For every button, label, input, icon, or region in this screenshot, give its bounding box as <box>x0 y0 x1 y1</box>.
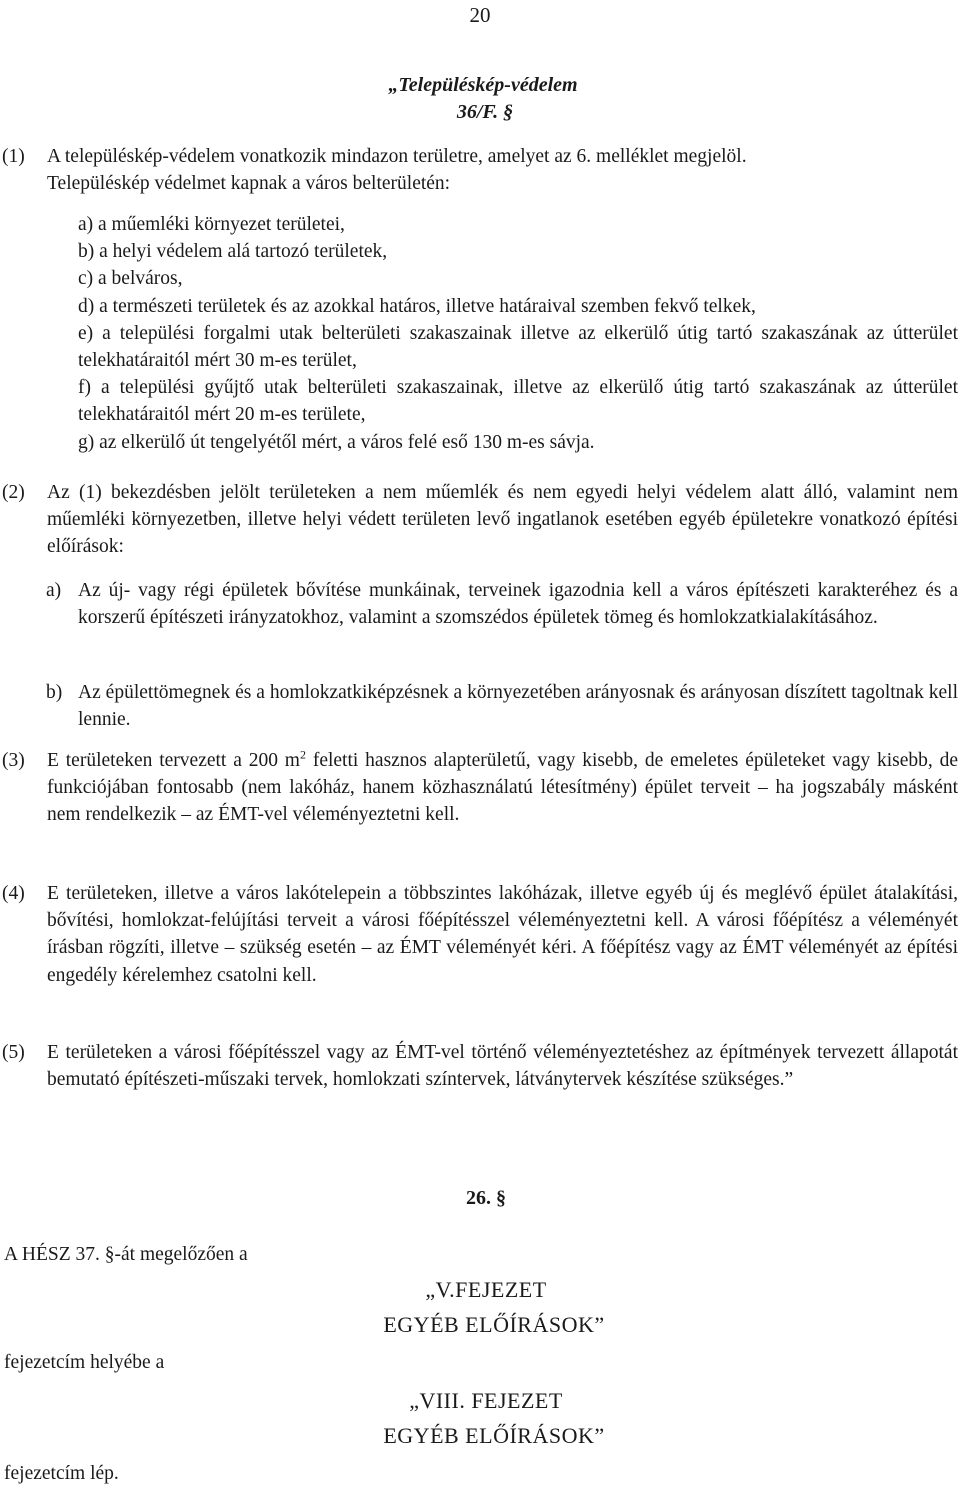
subpoint-a <box>46 577 958 631</box>
list-item: f) a települési gyűjtő utak belterületi szakaszainak, illetve az elkerülő útig tartó szakaszának az útterület telekhatáraitól mért 20 m-es területe, <box>78 377 958 426</box>
section-title: „Településkép-védelem <box>388 74 578 96</box>
subpoint-b <box>46 679 958 733</box>
paragraph-2 <box>2 479 958 561</box>
amendment-note: fejezetcím helyébe a <box>4 1352 165 1373</box>
paragraph-3 <box>2 747 959 829</box>
paragraph-5 <box>2 1039 958 1093</box>
section-number: 36/F. § <box>456 101 514 123</box>
paragraph-text: Az (1) bekezdésben jelölt területeken a nem műemlék és nem egyedi helyi védelem alatt álló, valamint nem műemléki környezetben, illetve helyi védett területen levő ingatlanok esetében egyéb épületekre vonatkozó építési előírások: <box>47 482 958 558</box>
subpoint-label: a) <box>46 580 62 601</box>
paragraph-number: (2) <box>2 482 25 503</box>
list-item: g) az elkerülő út tengelyétől mért, a város felé eső 130 m-es sávja. <box>78 431 595 453</box>
new-chapter-subtitle: EGYÉB ELŐÍRÁSOK” <box>383 1423 605 1448</box>
paragraph-text: E területeken, illetve a város lakótelepein a többszintes lakóházak, illetve egyéb új és meglévő épület átalakítási, bővítési, homlokzat-felújítási terveit a városi főépítésszel véleményeztetni kell. A városi főépítész a véleményét írásban rögzíti, illetve – szükség esetén – az ÉMT véleményét kéri. A főépítész vagy az ÉMT véleményét az építési engedély kérelemhez csatolni kell. <box>47 883 958 986</box>
paragraph-number: (5) <box>2 1042 25 1063</box>
paragraph-4 <box>2 880 958 989</box>
paragraph-number: (1) <box>2 146 25 167</box>
amendment-note: A HÉSZ 37. §-át megelőzően a <box>4 1244 248 1265</box>
paragraph-text: A településkép-védelem vonatkozik mindazon területre, amelyet az 6. melléklet megjelöl. <box>47 146 747 167</box>
paragraph-text: E területeken a városi főépítésszel vagy az ÉMT-vel történő véleményeztetéshez az építmények tervezett állapotát bemutató építészeti-műszaki tervek, homlokzati színtervek, látványtervek készítése szükséges.” <box>47 1042 958 1091</box>
paragraph-number: (4) <box>2 883 25 904</box>
paragraph-text: feletti hasznos alapterületű, vagy kisebb, de emeletes épületeket vagy kisebb, de funkciójában fontosabb (nem lakóház, hanem közhasználatú létesítmény) épület terveit – ha jogszabály másként nem rendelkezik – az ÉMT-vel véleményeztetni kell. <box>47 750 959 826</box>
subpoint-text: Az épülettömegnek és a homlokzatkiképzésnek a környezetében arányosnak és arányosan díszített tagoltnak kell lennie. <box>78 682 958 731</box>
list-item: a) a műemléki környezet területei, <box>78 214 345 235</box>
list-item: e) a települési forgalmi utak belterületi szakaszainak illetve az elkerülő útig tartó szakaszának az útterület telekhatáraitól mért 30 m-es terület, <box>78 322 958 372</box>
paragraph-text: E területeken tervezett a 200 m <box>47 750 300 771</box>
new-chapter-title: „VIII. FEJEZET <box>409 1388 563 1413</box>
list-item: c) a belváros, <box>78 268 183 290</box>
list-item: b) a helyi védelem alá tartozó területek, <box>78 241 388 263</box>
list-item: d) a természeti területek és az azokkal határos, illetve határaival szemben fekvő telkek, <box>78 295 756 317</box>
superscript: 2 <box>299 747 306 762</box>
subpoint-text: Az új- vagy régi épületek bővítése munkáinak, terveinek igazodnia kell a város építészeti karakteréhez és a korszerű építészeti irányzatokhoz, valamint a szomszédos épületek tömeg és homlokzatkialakításához. <box>78 580 958 629</box>
section-number: 26. § <box>466 1187 506 1209</box>
paragraph-1 <box>2 143 958 197</box>
amendment-note: fejezetcím lép. <box>4 1463 119 1484</box>
paragraph-text: Településkép védelmet kapnak a város belterületén: <box>47 173 451 195</box>
page-number: 20 <box>469 3 491 27</box>
old-chapter-subtitle: EGYÉB ELŐÍRÁSOK” <box>383 1312 605 1337</box>
old-chapter-title: „V.FEJEZET <box>425 1277 547 1302</box>
paragraph-number: (3) <box>2 750 25 771</box>
subpoint-label: b) <box>46 682 63 703</box>
protected-area-list <box>78 211 958 456</box>
